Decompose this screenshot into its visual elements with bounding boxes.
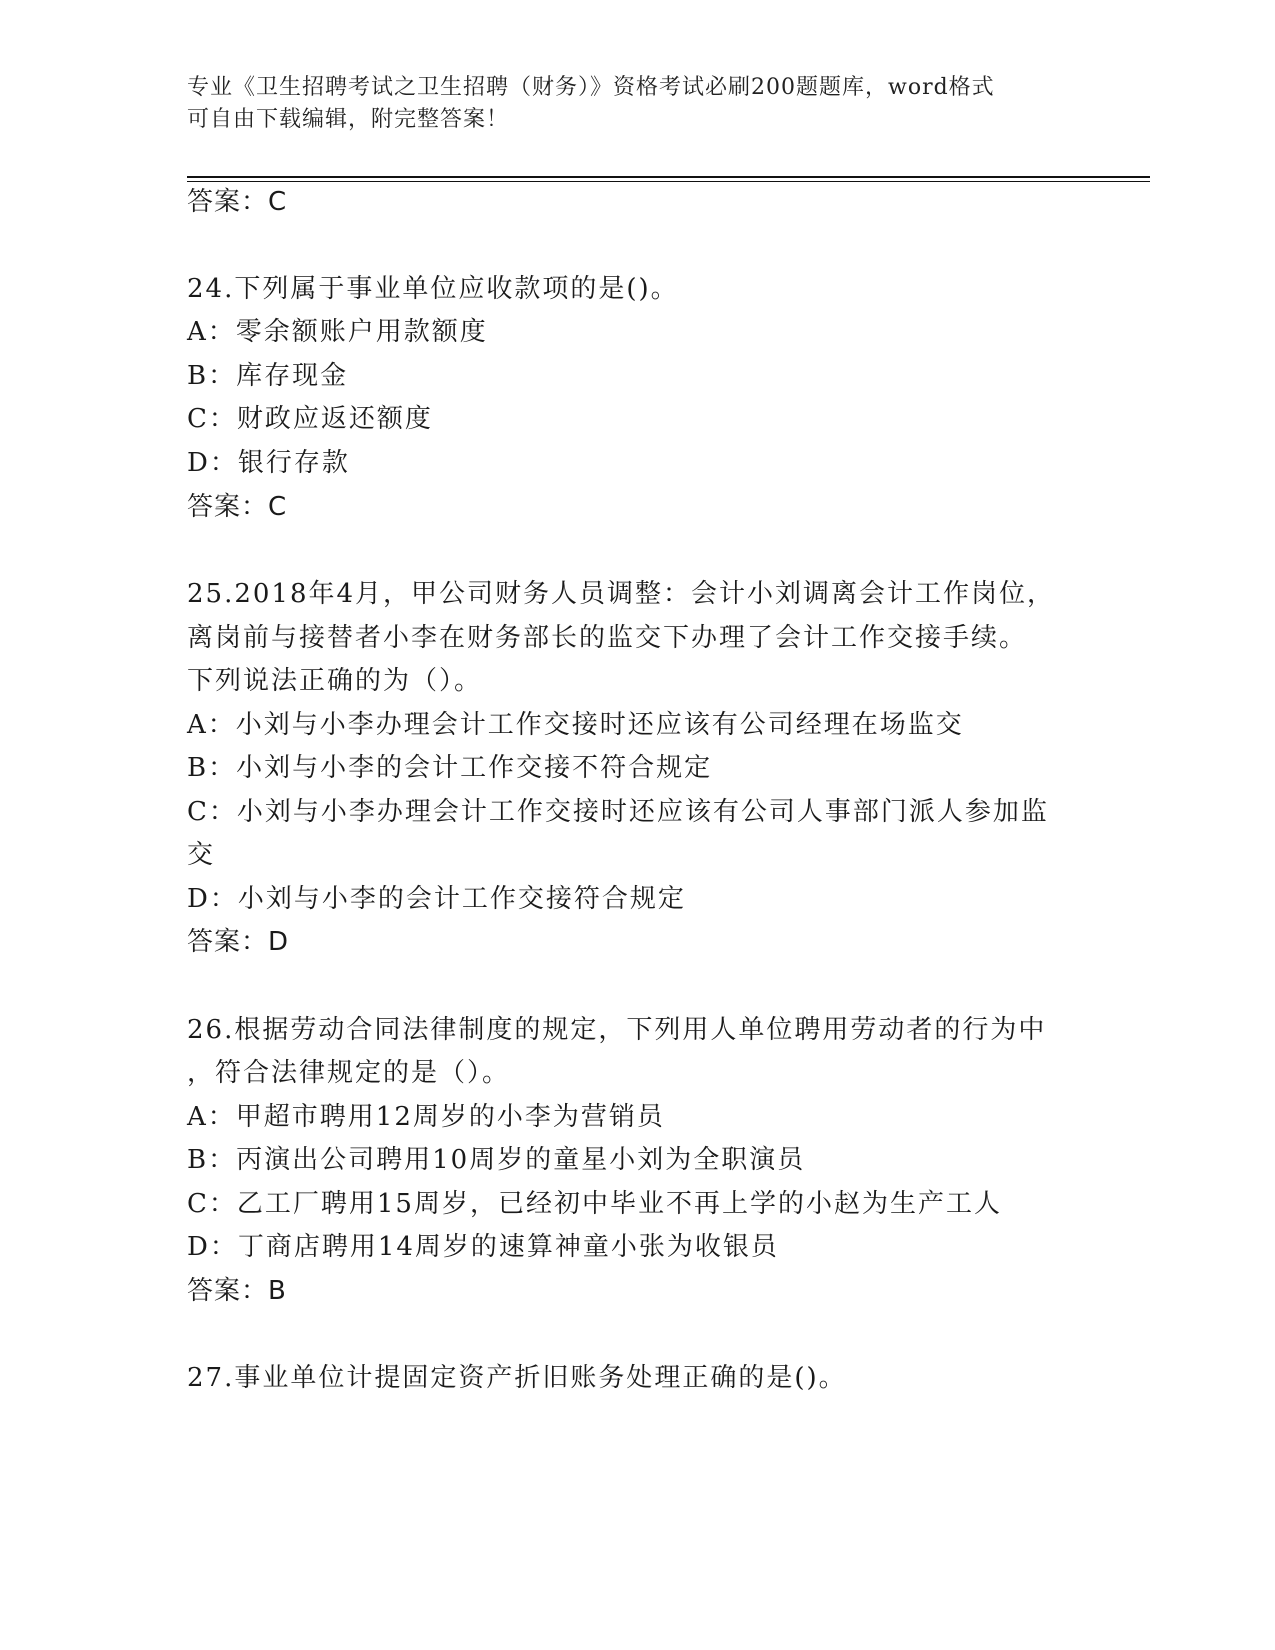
q24-option-c: C：财政应返还额度 xyxy=(187,404,433,434)
q26-option-a: A：甲超市聘用12周岁的小李为营销员 xyxy=(187,1102,665,1132)
q25-option-a: A：小刘与小李办理会计工作交接时还应该有公司经理在场监交 xyxy=(187,710,964,740)
answer-prev: 答案：C xyxy=(187,187,288,217)
q25-answer: 答案：D xyxy=(187,927,290,957)
q26-option-b: B：丙演出公司聘用10周岁的童星小刘为全职演员 xyxy=(187,1145,806,1175)
document-header xyxy=(187,72,1087,136)
header-line-2: 可自由下载编辑，附完整答案！ xyxy=(187,107,510,132)
q26-stem-line-1: 26.根据劳动合同法律制度的规定，下列用人单位聘用劳动者的行为中 xyxy=(187,1015,1047,1045)
q26-answer: 答案：B xyxy=(187,1276,287,1306)
q24-option-a: A：零余额账户用款额度 xyxy=(187,317,488,347)
header-divider-thin xyxy=(187,181,1150,182)
q25-stem-line-2: 离岗前与接替者小李在财务部长的监交下办理了会计工作交接手续。 xyxy=(187,623,1028,653)
q24-answer: 答案：C xyxy=(187,492,288,522)
q24-stem-line-1: 24.下列属于事业单位应收款项的是()。 xyxy=(187,274,679,304)
q26-stem-line-2: ，符合法律规定的是（）。 xyxy=(187,1058,511,1088)
q25-stem-line-3: 下列说法正确的为（）。 xyxy=(187,666,483,696)
q25-option-d: D：小刘与小李的会计工作交接符合规定 xyxy=(187,884,686,914)
q24-option-b: B：库存现金 xyxy=(187,361,349,391)
q26-option-d: D：丁商店聘用14周岁的速算神童小张为收银员 xyxy=(187,1232,779,1262)
header-divider-thick xyxy=(187,176,1150,178)
q25-stem-line-1: 25.2018年4月，甲公司财务人员调整：会计小刘调离会计工作岗位， xyxy=(187,579,1056,609)
q26-option-c: C：乙工厂聘用15周岁，已经初中毕业不再上学的小赵为生产工人 xyxy=(187,1189,1002,1219)
header-line-1: 专业《卫生招聘考试之卫生招聘（财务）》资格考试必刷200题题库，word格式 xyxy=(187,75,995,100)
q27-stem-line-1: 27.事业单位计提固定资产折旧账务处理正确的是()。 xyxy=(187,1363,847,1393)
q24-option-d: D：银行存款 xyxy=(187,448,350,478)
q25-option-c-line-2: 交 xyxy=(187,840,216,870)
q25-option-c-line-1: C：小刘与小李办理会计工作交接时还应该有公司人事部门派人参加监 xyxy=(187,797,1049,827)
q25-option-b: B：小刘与小李的会计工作交接不符合规定 xyxy=(187,753,713,783)
